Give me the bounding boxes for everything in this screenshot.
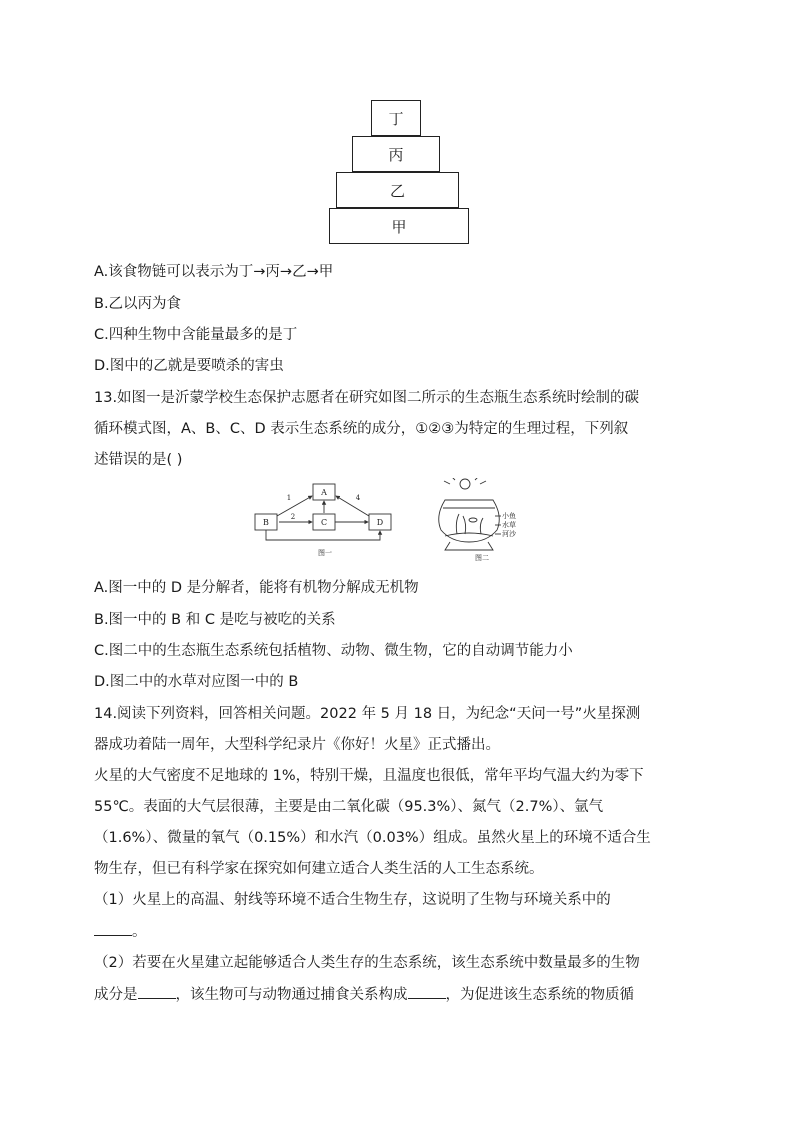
q13-stem-line-1: 13.如图一是沂蒙学校生态保护志愿者在研究如图二所示的生态瓶生态系统时绘制的碳 — [94, 390, 640, 406]
jar-label-fish: 小鱼 — [502, 512, 516, 520]
answer-blank-2[interactable] — [138, 984, 176, 999]
q14-line-6: 物生存，但已有科学家在探究如何建立适合人类生活的人工生态系统。 — [94, 861, 544, 877]
eco-jar-diagram — [439, 478, 501, 550]
jar-label-weed: 水草 — [502, 521, 516, 529]
figure-2-caption: 图二 — [475, 554, 489, 562]
q13-stem-line-2: 循环模式图，A、B、C、D 表示生态系统的成分，①②③为特定的生理过程，下列叙 — [94, 421, 629, 437]
q12-option-a: A.该食物链可以表示为丁→丙→乙→甲 — [94, 264, 334, 280]
energy-pyramid-figure — [0, 0, 794, 250]
q14-line-1: 14.阅读下列资料，回答相关问题。2022 年 5 月 18 日，为纪念“天问一号”火星探测 — [94, 706, 641, 722]
q14-sub2-line-2: 成分是 ，该生物可与动物通过捕食关系构成 ，为促进该生态系统的物质循 — [94, 984, 700, 1005]
water-weed — [456, 514, 483, 534]
arrow-label-1: 1 — [286, 494, 292, 502]
answer-blank-3[interactable] — [408, 984, 446, 999]
q14-line-4: 55℃。表面的大气层很薄，主要是由二氧化碳（95.3%）、氮气（2.7%）、氩气 — [94, 799, 604, 815]
figure-1-caption: 图一 — [318, 549, 332, 557]
fish-icon — [469, 518, 477, 522]
q13-option-d: D.图二中的水草对应图一中的 B — [94, 674, 299, 690]
q13-option-c: C.图二中的生态瓶生态系统包括植物、动物、微生物，它的自动调节能力小 — [94, 643, 573, 659]
q14-line-5: （1.6%）、微量的氧气（0.15%）和水汽（0.03%）组成。虽然火星上的环境不适合生 — [94, 830, 651, 846]
node-c-label: C — [320, 518, 328, 527]
q13-option-b: B.图一中的 B 和 C 是吃与被吃的关系 — [94, 612, 336, 628]
arrow-label-2: 2 — [290, 513, 296, 521]
pyramid-layer-jia: 甲 — [329, 208, 469, 244]
pyramid-layer-yi: 乙 — [336, 172, 459, 208]
q14-line-2: 器成功着陆一周年，大型科学纪录片《你好！火星》正式播出。 — [94, 737, 500, 753]
arrow-label-4: 4 — [355, 494, 361, 502]
q14-line-3: 火星的大气密度不足地球的 1%，特别干燥，且温度也很低，常年平均气温大约为零下 — [94, 768, 644, 784]
q12-option-d: D.图中的乙就是要喷杀的害虫 — [94, 358, 284, 374]
q13-option-a: A.图一中的 D 是分解者，能将有机物分解成无机物 — [94, 580, 419, 596]
pyramid-layer-bing: 丙 — [352, 136, 440, 172]
q12-option-c: C.四种生物中含能量最多的是丁 — [94, 327, 298, 343]
answer-blank-1[interactable] — [94, 921, 132, 936]
q13-stem-line-3: 述错误的是( ) — [94, 452, 183, 468]
q14-sub1-line-2: 。 — [94, 921, 700, 942]
q12-option-b: B.乙以丙为食 — [94, 296, 182, 312]
pyramid-layer-ding: 丁 — [371, 100, 421, 136]
q14-sub2-line-1: （2）若要在火星建立起能够适合人类生存的生态系统，该生态系统中数量最多的生物 — [94, 955, 640, 971]
q13-figure — [245, 478, 545, 564]
node-b-label: B — [263, 518, 269, 527]
sun-icon — [460, 479, 470, 489]
jar-label-sand: 河沙 — [502, 530, 516, 538]
node-a-label: A — [321, 488, 327, 497]
q14-sub1-line-1: （1）火星上的高温、射线等环境不适合生物生存，这说明了生物与环境关系中的 — [94, 892, 611, 908]
node-d-label: D — [376, 518, 384, 527]
